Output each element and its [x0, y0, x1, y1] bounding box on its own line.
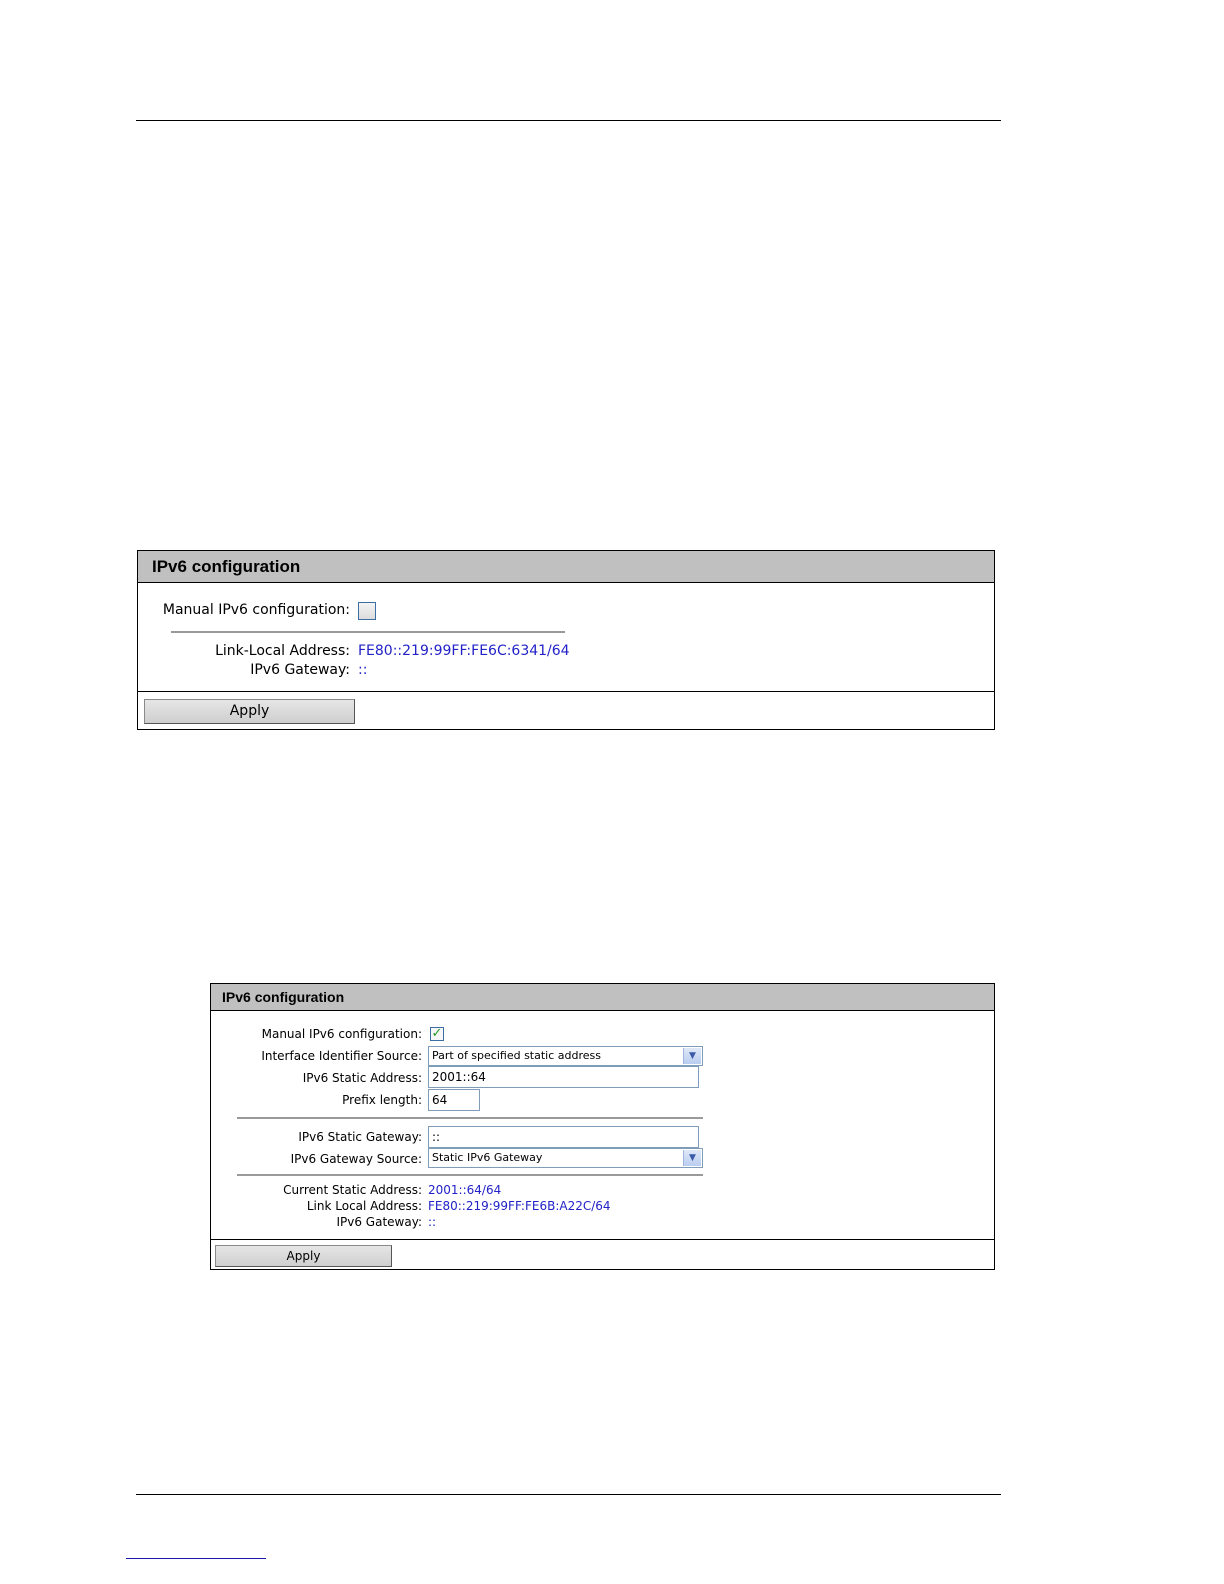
page-header-rule: [136, 120, 1001, 121]
panel-footer: [211, 1239, 994, 1269]
interface-identifier-source-select[interactable]: [428, 1046, 703, 1066]
ipv6-gateway-source-select[interactable]: [428, 1148, 703, 1168]
link-local-address-label: Link Local Address:: [306, 1199, 422, 1213]
ipv6-static-gateway-input[interactable]: ::: [428, 1126, 699, 1148]
manual-config-label: Manual IPv6 configuration:: [261, 1027, 422, 1041]
panel-footer: [138, 691, 994, 729]
current-static-address-label: Current Static Address:: [283, 1183, 422, 1197]
page-footer-rule: [136, 1494, 1001, 1495]
ipv6-static-address-input[interactable]: 2001::64: [428, 1066, 699, 1088]
manual-config-checkbox[interactable]: [358, 602, 376, 620]
prefix-length-input[interactable]: 64: [428, 1089, 480, 1111]
link-local-address-value: FE80::219:99FF:FE6B:A22C/64: [428, 1199, 611, 1213]
section-divider: [171, 631, 565, 633]
ipv6-gateway-label: IPv6 Gateway:: [250, 662, 350, 678]
chevron-down-icon[interactable]: ▼: [683, 1048, 701, 1064]
ipv6-gateway-source-label: IPv6 Gateway Source:: [290, 1152, 422, 1166]
apply-button[interactable]: Apply: [215, 1245, 392, 1267]
panel-title: IPv6 configuration: [138, 551, 994, 583]
ipv6-gateway-value: ::: [428, 1215, 437, 1229]
checkmark-icon: ✓: [431, 1025, 443, 1040]
section-divider: [237, 1117, 703, 1119]
footer-link-underline: [126, 1558, 266, 1559]
interface-identifier-source-label: Interface Identifier Source:: [261, 1049, 422, 1063]
ipv6-static-address-label: IPv6 Static Address:: [302, 1071, 422, 1085]
ipv6-gateway-source-value: Static IPv6 Gateway: [432, 1151, 543, 1164]
ipv6-config-panel-checked: [210, 983, 995, 1270]
apply-button[interactable]: Apply: [144, 699, 355, 724]
manual-config-label: Manual IPv6 configuration:: [162, 602, 350, 618]
prefix-length-label: Prefix length:: [342, 1093, 422, 1107]
link-local-address-label: Link-Local Address:: [215, 643, 350, 659]
manual-config-checkbox[interactable]: [430, 1027, 444, 1041]
ipv6-config-panel-unchecked: [137, 550, 995, 730]
ipv6-static-gateway-label: IPv6 Static Gateway:: [298, 1130, 422, 1144]
interface-identifier-source-value: Part of specified static address: [432, 1049, 601, 1062]
ipv6-gateway-label: IPv6 Gateway:: [336, 1215, 422, 1229]
panel-title: IPv6 configuration: [211, 984, 994, 1011]
chevron-down-icon[interactable]: ▼: [683, 1150, 701, 1166]
link-local-address-value: FE80::219:99FF:FE6C:6341/64: [358, 643, 570, 659]
current-static-address-value: 2001::64/64: [428, 1183, 502, 1197]
section-divider: [237, 1174, 703, 1176]
ipv6-gateway-value: ::: [358, 662, 368, 678]
